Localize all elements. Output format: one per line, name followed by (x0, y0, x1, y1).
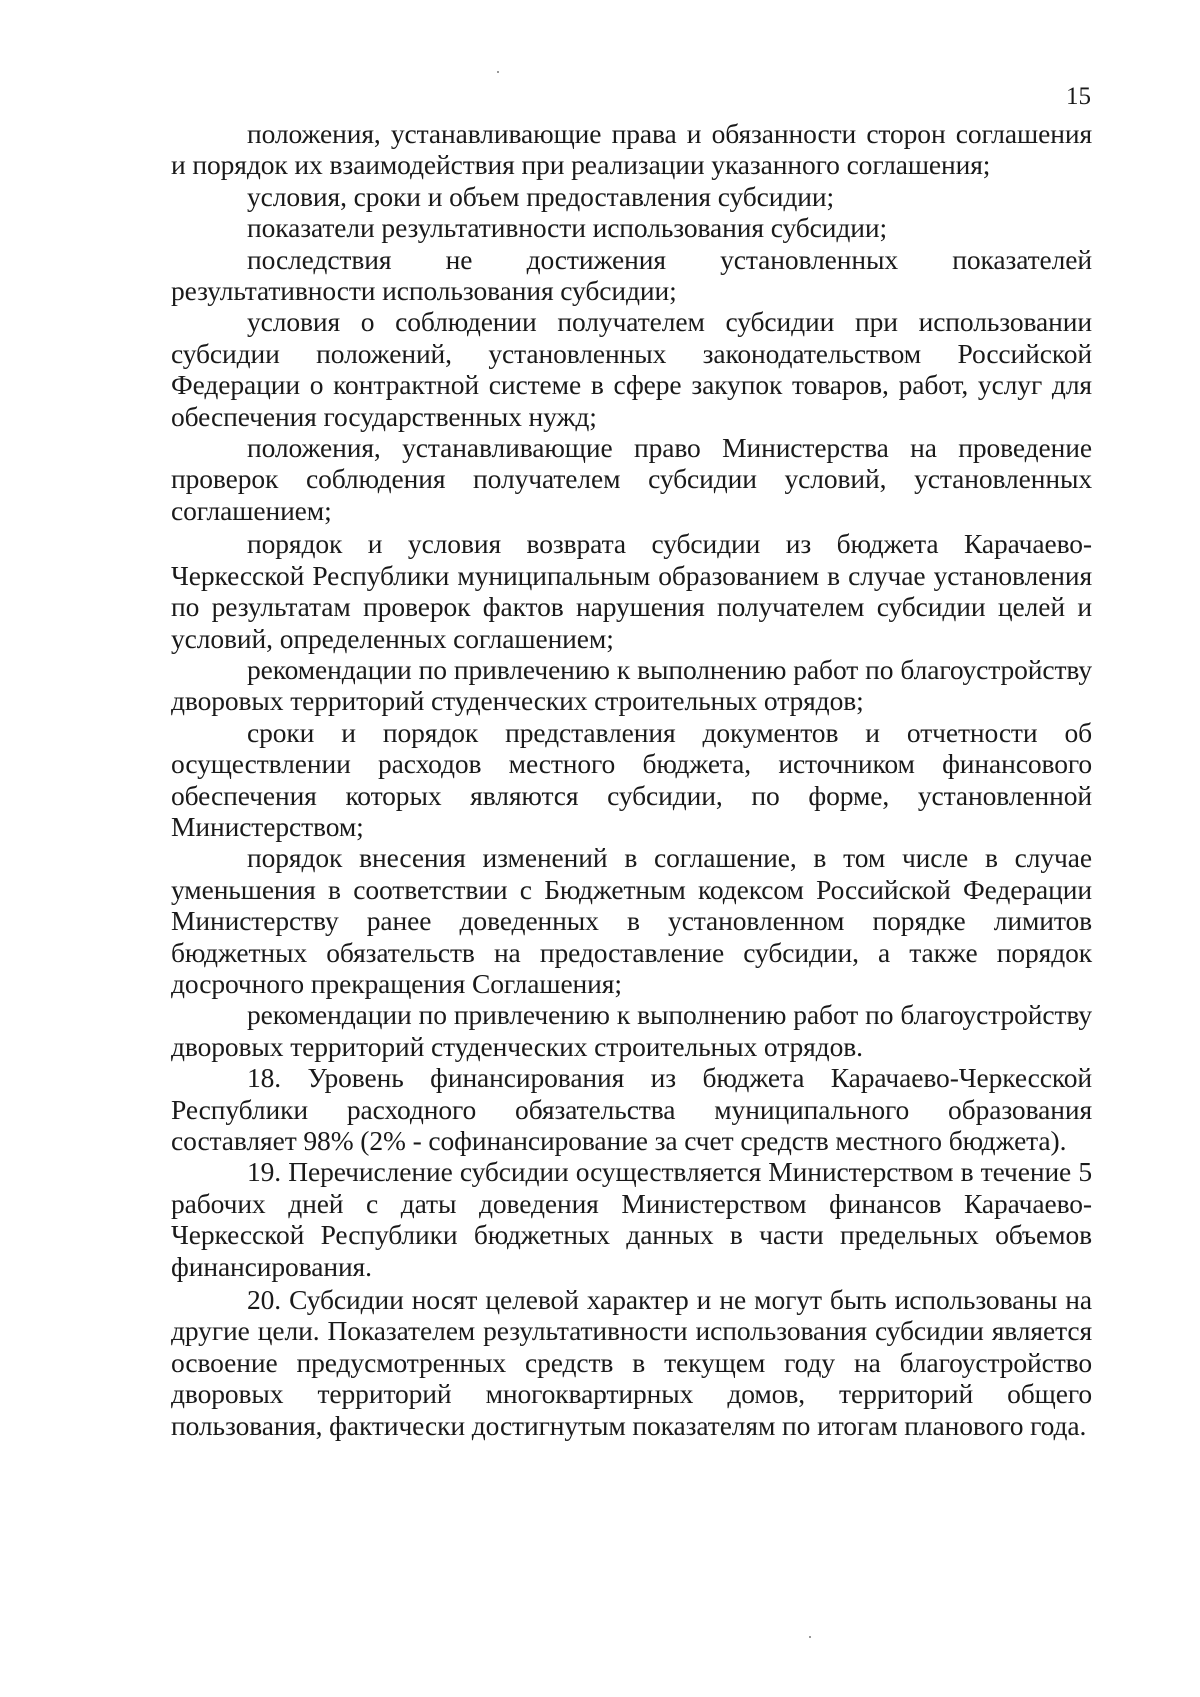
document-body (171, 118, 1092, 1441)
scan-speck (809, 1636, 811, 1638)
paragraph-item-18: 18. Уровень финансирования из бюджета Карачаево-Черкесской Республики расходного обязательства муниципального образования составляет 98% (2% - софинансирование за счет средств местного бюджета). (171, 1062, 1092, 1156)
paragraph: порядок и условия возврата субсидии из бюджета Карачаево-Черкесской Республики муниципальным образованием в случае установления по результатам проверок фактов нарушения получателем субсидии целей и условий, определенных соглашением; (171, 528, 1092, 654)
scan-speck (497, 71, 499, 73)
paragraph: условия, сроки и объем предоставления субсидии; (247, 180, 835, 212)
paragraph-item-20: 20. Субсидии носят целевой характер и не могут быть использованы на другие цели. Показателем результативности использования субсидии является освоение предусмотренных средств в текущем году на благоустройство дворовых территорий многоквартирных домов, территорий общего пользования, фактически достигнутым показателям по итогам планового года. (171, 1284, 1092, 1441)
page-number: 15 (1066, 83, 1091, 110)
paragraph: показатели результативности использования субсидии; (247, 212, 888, 244)
paragraph-item-19: 19. Перечисление субсидии осуществляется Министерством в течение 5 рабочих дней с даты доведения Министерством финансов Карачаево-Черкесской Республики бюджетных данных в части предельных объемов финансирования. (171, 1156, 1092, 1282)
paragraph: рекомендации по привлечению к выполнению работ по благоустройству дворовых территорий студенческих строительных отрядов; (171, 653, 1092, 717)
paragraph: условия о соблюдении получателем субсидии при использовании субсидии положений, установленных законодательством Российской Федерации о контрактной системе в сфере закупок товаров, работ, услуг для обеспечения государственных нужд; (171, 306, 1092, 432)
paragraph: положения, устанавливающие право Министерства на проведение проверок соблюдения получателем субсидии условий, установленных соглашением; (171, 432, 1092, 526)
paragraph: положения, устанавливающие права и обязанности сторон соглашения и порядок их взаимодействия при реализации указанного соглашения; (171, 118, 1092, 181)
paragraph: порядок внесения изменений в соглашение, в том числе в случае уменьшения в соответствии с Бюджетным кодексом Российской Федерации Министерству ранее доведенных в установленном порядке лимитов бюджетных обязательств на предоставление субсидии, а также порядок досрочного прекращения Соглашения; (171, 842, 1092, 999)
paragraph: рекомендации по привлечению к выполнению работ по благоустройству дворовых территорий студенческих строительных отрядов. (171, 999, 1092, 1062)
paragraph: последствия не достижения установленных показателей результативности использования субсидии; (171, 243, 1092, 307)
paragraph: сроки и порядок представления документов и отчетности об осуществлении расходов местного бюджета, источником финансового обеспечения которых являются субсидии, по форме, установленной Министерством; (171, 716, 1092, 842)
